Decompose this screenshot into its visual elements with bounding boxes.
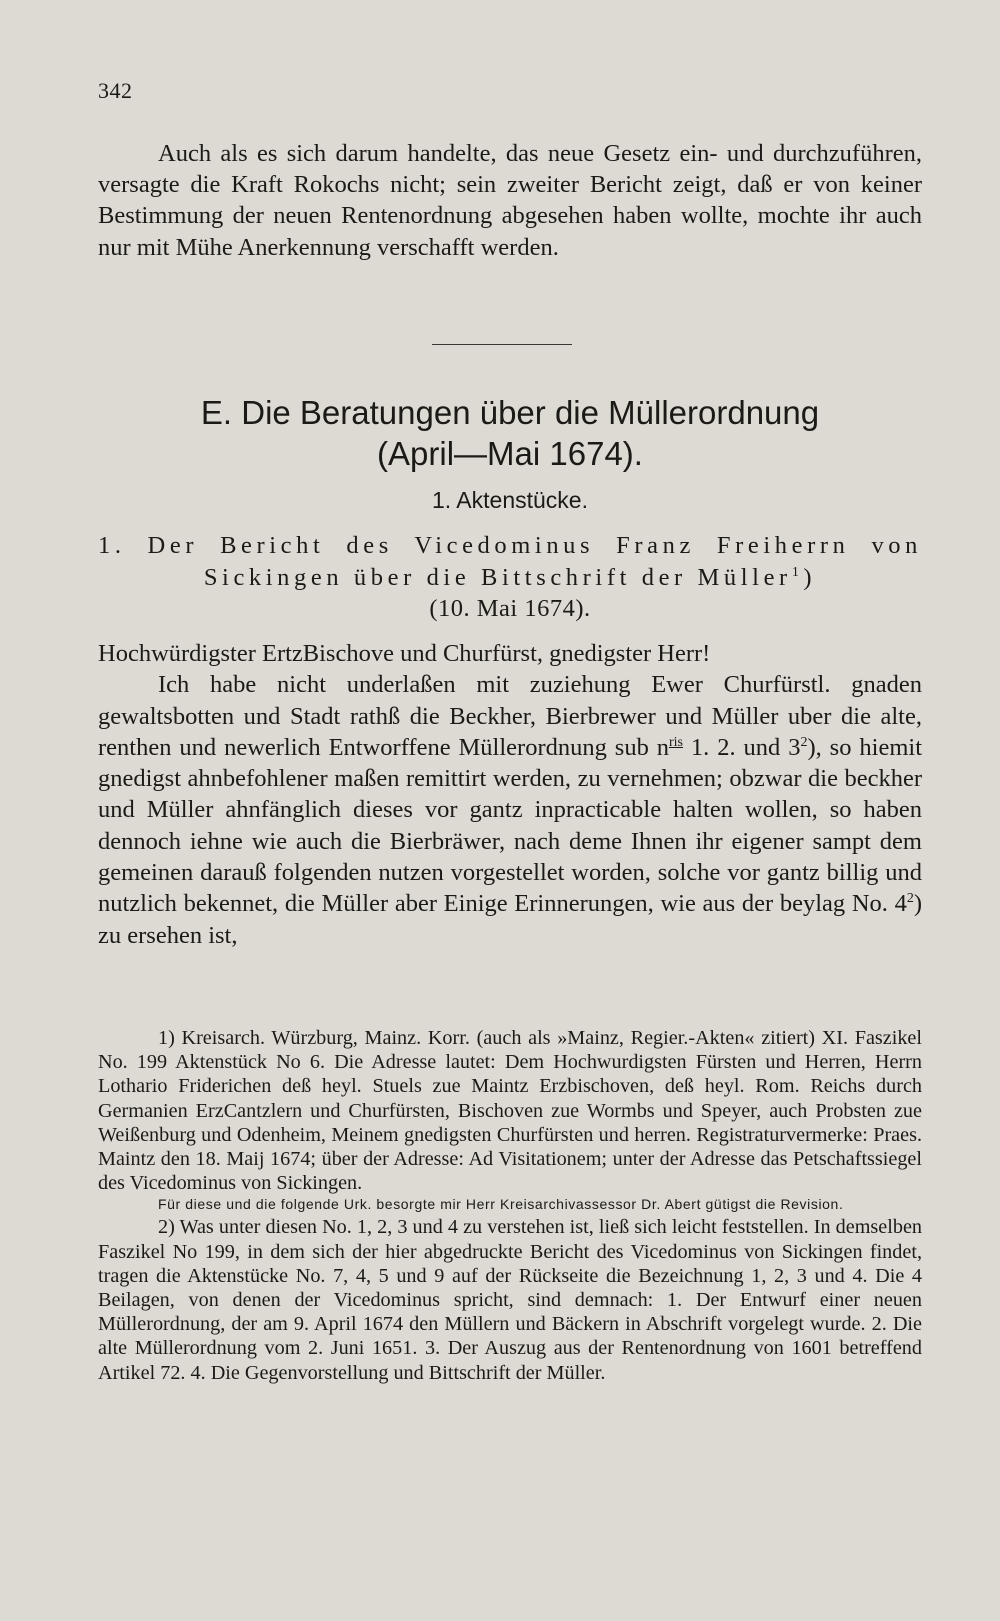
document-title: 1. Der Bericht des Vicedominus Franz Freiherrn von Sickingen über die Bittschrift der Müller$^1$) (10. Mai 1674). [98,530,922,625]
footnote-1: 1) Kreisarch. Würzburg, Mainz. Korr. (auch als »Mainz, Regier.-Akten« zitiert) XI. Faszikel No. 199 Aktenstück No 6. Die Adresse lautet: Dem Hochwurdigsten Fürsten und Herren, Herrn Lothario Friderichen deß heyl. Stuels zue Maintz Erzbischoven, deß heyl. Rom. Reichs durch Germanien ErzCantzlern und Churfürsten, Bischoven zue Wormbs und Speyer, auch Probsten zue Weißenburg und Odenheim, Meinem gnedigsten Churfürsten und herren. Registraturvermerke: Praes. Maintz den 18. Maij 1674; über der Adresse: Ad Visitationem; unter der Adresse das Petschaftssiegel des Vicedominus von Sickingen. [98,1027,922,1195]
section-subheading: 1. Aktenstücke. [432,487,588,513]
footnotes [98,1026,922,1385]
letter-body [98,638,922,951]
letter-text-4: ) zu ersehen ist, [98,890,922,949]
footnote-ref-1: 1 [791,564,804,580]
footnote-ref-2a: 2 [800,734,808,750]
intro-paragraph [98,138,922,263]
footnote-1-acknowledgement: Für diese und die folgende Urk. besorgte mir Herr Kreisarchivassessor Dr. Abert gütigst die Revision. [158,1196,844,1213]
section-heading-line1: E. Die Beratungen über die Müllerordnung [200,394,820,431]
section-heading-line2: (April—Mai 1674). [377,435,643,472]
letter-text-1: Ich habe nicht underlaßen mit zuziehung Ewer Churfürstl. gnaden gewaltsbotten und Stadt rathß die Beckher, Bierbrewer und Müller uber die alte, renthen und newerlich Entworffene Müllerordnung sub n [98,671,922,761]
footnote-ref-2b: 2 [906,891,914,907]
intro-text: Auch als es sich darum handelte, das neue Gesetz ein- und durchzuführen, versagte die Kraft Rokochs nicht; sein zweiter Bericht zeigt, daß er von keiner Bestimmung der neuen Rentenordnung abgesehen haben wollte, mochte ihr auch nur mit Mühe Anerkennung verschafft werden. [98,140,922,261]
document-title-text: 1. Der Bericht des Vicedominus Franz Freiherrn von Sickingen über die Bittschrift der Müller [98,532,922,591]
letter-salutation: Hochwürdigster ErtzBischove und Churfürst, gnedigster Herr! [98,640,711,667]
section-divider [432,344,572,345]
letter-text-2: 1. 2. und 3 [683,733,801,761]
document-date: (10. Mai 1674). [429,595,591,622]
abbrev-ris: ris [669,734,683,750]
page-number: 342 [98,78,133,103]
section-heading [98,392,922,474]
letter-text-3: ), so hiemit gnedigst ahnbefohlener maßen remittirt werden, zu vernehmen; obzwar die beckher und Müller ahnfänglich dieses vor gantz inpracticable halten wollen, so haben dennoch iehne wie auch die Bierbräwer, nach deme Ihnen ihr eigener sampt dem gemeinen darauß folgenden nutzen vorgestellet worden, solche vor gantz billig und nutzlich bekennet, die Müller aber Einige Erinnerungen, wie aus der beylag No. 4 [98,733,922,918]
footnote-2: 2) Was unter diesen No. 1, 2, 3 und 4 zu verstehen ist, ließ sich leicht feststellen. In demselben Faszikel No 199, in dem sich der hier abgedruckte Bericht des Vicedominus von Sickingen findet, tragen die Aktenstücke No. 7, 4, 5 und 9 auf der Rückseite die Bezeichnung 1, 2, 3 und 4. Die 4 Beilagen, von denen der Vicedominus spricht, sind demnach: 1. Der Entwurf einer neuen Müllerordnung, der am 9. April 1674 den Müllern und Bäckern in Abschrift vorgelegt wurde. 2. Die alte Müllerordnung vom 2. Juni 1651. 3. Der Auszug aus der Rentenordnung von 1601 betreffend Artikel 72. 4. Die Gegenvorstellung und Bittschrift der Müller. [98,1216,922,1384]
letter-paragraph [98,669,922,951]
